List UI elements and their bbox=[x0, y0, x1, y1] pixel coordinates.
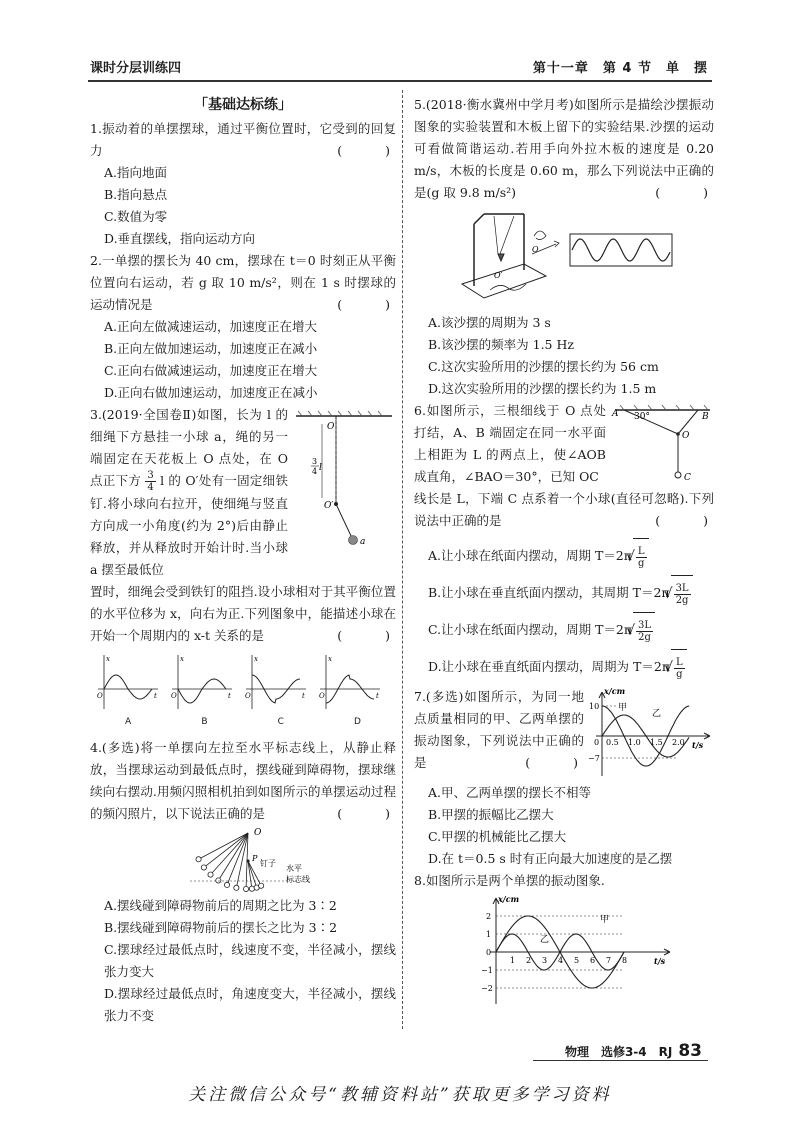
q5-option-b: B.该沙摆的频率为 1.5 Hz bbox=[428, 337, 574, 352]
svg-text:2.0: 2.0 bbox=[672, 738, 685, 747]
q4-ball bbox=[216, 878, 221, 883]
q1-answer-bracket: ( ) bbox=[337, 143, 396, 158]
svg-text:0.5: 0.5 bbox=[606, 738, 619, 747]
svg-text:t/s: t/s bbox=[692, 740, 704, 750]
q4-text: 4.(多选)将一单摆向左拉至水平标志线上，从静止释放，当摆球运动到最低点时，摆线碰到障碍物，摆球继续向右摆动.用频闪照相机拍到如图所示的单摆运动过程的频闪照片，以下说法正确的是 bbox=[90, 740, 396, 821]
svg-text:甲: 甲 bbox=[600, 915, 610, 925]
svg-text:乙: 乙 bbox=[540, 935, 550, 945]
q3-graph-t-label: t bbox=[302, 692, 305, 700]
q3-graph-x-label: x bbox=[328, 655, 332, 663]
q4-string-line bbox=[199, 833, 248, 859]
q7-option-c: C.甲摆的机械能比乙摆大 bbox=[428, 829, 567, 844]
q1-text: 1.振动着的单摆摆球，通过平衡位置时，它受到的回复力 bbox=[90, 121, 396, 158]
svg-text:6: 6 bbox=[590, 956, 596, 965]
q4-string-line bbox=[211, 833, 248, 875]
q3-graph-t-label: t bbox=[376, 692, 379, 700]
q5-answer-bracket: ( ) bbox=[655, 185, 714, 200]
q6-option-a: A.让小球在纸面内摆动，周期 T＝2π √ $\frac{L}{g}$ bbox=[414, 538, 714, 575]
q3-graph-t-label: t bbox=[154, 692, 157, 700]
q4-ball bbox=[249, 886, 254, 891]
q4-option-a: A.摆线碰到障碍物前后的周期之比为 3∶2 bbox=[104, 898, 337, 913]
svg-text:O: O bbox=[682, 431, 690, 441]
q3-graph-label-a: A bbox=[125, 717, 132, 727]
header-left: 课时分层训练四 bbox=[90, 61, 182, 76]
svg-text:2: 2 bbox=[526, 956, 532, 965]
q3-graph-origin: O bbox=[97, 692, 103, 700]
q6-three-string-figure bbox=[610, 400, 714, 486]
svg-text:水平: 水平 bbox=[286, 864, 302, 873]
svg-text:3: 3 bbox=[542, 956, 548, 965]
q3-graph-b bbox=[171, 655, 232, 709]
q4-ball bbox=[201, 865, 206, 870]
svg-text:A: A bbox=[612, 409, 619, 419]
q5-option-d: D.这次实验所用的沙摆的摆长约为 1.5 m bbox=[428, 381, 657, 396]
q3-graph-x-label: x bbox=[254, 655, 258, 663]
svg-text:标志线: 标志线 bbox=[286, 875, 310, 884]
q3-pendulum-figure bbox=[292, 404, 396, 554]
q6-answer-bracket: ( ) bbox=[655, 513, 714, 528]
question-8 bbox=[414, 870, 714, 1010]
q3-graph-label-c: C bbox=[277, 717, 284, 727]
q5-option-c: C.这次实验所用的沙摆的摆长约为 56 cm bbox=[428, 359, 659, 374]
q3-graph-origin: O bbox=[319, 692, 325, 700]
q2-option-c: C.正向右做减速运动，加速度正在增大 bbox=[104, 363, 318, 378]
q5-option-a: A.该沙摆的周期为 3 s bbox=[428, 315, 551, 330]
q4-ball bbox=[224, 882, 229, 887]
svg-text:1: 1 bbox=[510, 956, 516, 965]
q7-option-d: D.在 t＝0.5 s 时有正向最大加速度的是乙摆 bbox=[428, 851, 673, 866]
question-4 bbox=[90, 737, 396, 1027]
footer-rule bbox=[533, 1060, 708, 1061]
footer-book-info: 物理 选修3-4 RJ 83 bbox=[564, 1041, 702, 1061]
q3-graph-c bbox=[245, 655, 306, 709]
q4-answer-bracket: ( ) bbox=[337, 806, 396, 821]
svg-text:7: 7 bbox=[606, 956, 612, 965]
q4-ball bbox=[196, 857, 201, 862]
q3-text-b: l 的 O′处有一固定细铁钉.将小球向右拉开，使细绳与竖直方向成一小角度(约为 2°)后由静止释放，并从释放时开始计时.当小球 a 摆至最低位 bbox=[90, 473, 288, 577]
svg-text:−2: −2 bbox=[481, 984, 493, 993]
header-right: 第十一章 第 4 节 单 摆 bbox=[532, 61, 708, 76]
question-3 bbox=[90, 404, 396, 733]
q5-sand-pendulum-figure bbox=[414, 204, 714, 312]
q6-option-c: C.让小球在纸面内摆动，周期 T＝2π √ $\frac{3L}{2g}$ bbox=[414, 612, 714, 649]
svg-text:t/s: t/s bbox=[654, 956, 666, 966]
q6-text-b: 线长是 L，下端 C 点系着一个小球(直径可忽略).下列说法中正确的是 bbox=[414, 491, 714, 528]
svg-text:a: a bbox=[360, 537, 366, 547]
q3-graph-origin: O bbox=[245, 692, 251, 700]
q4-ball bbox=[243, 886, 248, 891]
q1-option-b: B.指向悬点 bbox=[104, 187, 168, 202]
svg-text:C: C bbox=[684, 473, 691, 483]
q3-text-c: 置时，细绳会受到铁钉的阻挡.设小球相对于其平衡位置的水平位移为 x，向右为正.下列图象中，能描述小球在开始一个周期内的 x-t 关系的是 bbox=[90, 584, 396, 643]
q3-graph-origin: O bbox=[171, 692, 177, 700]
q4-ball bbox=[259, 883, 264, 888]
svg-text:3: 3 bbox=[312, 457, 318, 466]
question-2 bbox=[90, 250, 396, 404]
left-column bbox=[90, 94, 396, 1027]
q1-option-c: C.数值为零 bbox=[104, 209, 168, 224]
q1-option-a: A.指向地面 bbox=[104, 165, 168, 180]
svg-text:O′: O′ bbox=[324, 501, 334, 511]
q6-text-a: 6.如图所示，三根细线于 O 点处打结，A、B 端固定在同一水平面上相距为 L 的两点上，使∠AOB 成直角，∠BAO＝30°，已知 OC bbox=[414, 403, 606, 484]
q2-text: 2.一单摆的摆长为 40 cm，摆球在 t＝0 时刻正从平衡位置向右运动，若 g 取 10 m/s²，则在 1 s 时摆球的运动情况是 bbox=[90, 253, 396, 312]
svg-text:O: O bbox=[532, 245, 539, 254]
svg-text:30°: 30° bbox=[634, 412, 650, 422]
q6-option-b: B.让小球在垂直纸面内摆动，其周期 T＝2π √ $\frac{3L}{2g}$ bbox=[414, 575, 714, 612]
svg-text:O′: O′ bbox=[494, 271, 503, 280]
svg-text:甲: 甲 bbox=[618, 703, 628, 713]
bottom-note: 关注微信公众号“教辅资料站”获取更多学习资料 bbox=[188, 1085, 612, 1105]
header-rule bbox=[88, 80, 712, 82]
question-7 bbox=[414, 686, 714, 870]
q7-answer-bracket: ( ) bbox=[525, 755, 584, 770]
q3-graph-x-label: x bbox=[106, 655, 110, 663]
q3-text-a: 3.(2019·全国卷Ⅱ)如图，长为 l 的细绳下方悬挂一小球 a，绳的另一端固定在天花板上 O 点处，在 O 点正下方 bbox=[90, 407, 288, 488]
q3-answer-bracket: ( ) bbox=[337, 628, 396, 643]
svg-text:0: 0 bbox=[594, 738, 600, 747]
q3-graph-d bbox=[319, 655, 380, 709]
q3-graph-x-label: x bbox=[180, 655, 184, 663]
q8-vibration-graph bbox=[474, 892, 674, 1010]
q7-vibration-graph bbox=[588, 686, 714, 782]
svg-text:0: 0 bbox=[486, 948, 492, 957]
q3-fraction: $\frac{3}{4}$ bbox=[147, 470, 154, 493]
q4-option-b: B.摆线碰到障碍物前后的摆长之比为 3∶2 bbox=[104, 920, 338, 935]
q5-apparatus bbox=[462, 214, 559, 298]
q7-option-b: B.甲摆的振幅比乙摆大 bbox=[428, 807, 554, 822]
q6-option-d: D.让小球在垂直纸面内摆动，周期为 T＝2π √ $\frac{L}{g}$ bbox=[414, 649, 714, 686]
svg-text:−1: −1 bbox=[481, 966, 493, 975]
question-5 bbox=[414, 94, 714, 400]
svg-text:B: B bbox=[702, 412, 709, 422]
svg-text:5: 5 bbox=[574, 956, 580, 965]
svg-text:2: 2 bbox=[486, 912, 492, 921]
q8-text: 8.如图所示是两个单摆的振动图象. bbox=[414, 873, 605, 888]
right-column bbox=[414, 94, 714, 1010]
svg-text:1.0: 1.0 bbox=[628, 738, 641, 747]
q2-answer-bracket: ( ) bbox=[337, 297, 396, 312]
svg-text:P: P bbox=[252, 854, 258, 863]
svg-text:x/cm: x/cm bbox=[498, 894, 520, 904]
svg-text:O: O bbox=[327, 422, 335, 432]
svg-text:−7: −7 bbox=[588, 754, 600, 763]
q3-graph-a bbox=[97, 655, 158, 709]
q3-graph-curve bbox=[178, 679, 226, 703]
q4-strobe-figure bbox=[90, 825, 396, 895]
svg-text:O: O bbox=[254, 828, 262, 838]
q2-option-b: B.正向左做加速运动，加速度正在减小 bbox=[104, 341, 318, 356]
svg-text:1.5: 1.5 bbox=[650, 738, 663, 747]
q5-text: 5.(2018·衡水冀州中学月考)如图所示是描绘沙摆振动图象的实验装置和木板上留下的实验结果.沙摆的运动可看做简谐运动.若用手向外拉木板的速度是 0.20 m/s，木板的长度是 0.60 m，那么下列说法中正确的是(g 取 9.8 m/s²) bbox=[414, 97, 714, 200]
svg-text:钉子: 钉子 bbox=[260, 859, 276, 868]
column-divider bbox=[402, 90, 403, 1029]
page-number: 83 bbox=[678, 1041, 702, 1061]
q2-option-a: A.正向左做减速运动，加速度正在增大 bbox=[104, 319, 318, 334]
svg-text:4: 4 bbox=[558, 956, 564, 965]
q3-graph-label-b: B bbox=[201, 717, 208, 727]
question-1 bbox=[90, 118, 396, 250]
section-title: 「基础达标练」 bbox=[194, 97, 292, 113]
q7-text: 7.(多选)如图所示，为同一地点质量相同的甲、乙两单摆的振动图象，下列说法中正确的是 bbox=[414, 689, 584, 770]
q4-string-line bbox=[218, 833, 248, 880]
svg-text:1: 1 bbox=[486, 930, 492, 939]
q3-graph-label-d: D bbox=[353, 717, 361, 727]
q4-nail bbox=[246, 859, 249, 862]
q4-option-c: C.摆球经过最低点时，线速度不变，半径减小，摆线张力变大 bbox=[104, 942, 396, 979]
svg-text:4: 4 bbox=[312, 467, 318, 476]
q3-graph-curve bbox=[104, 675, 152, 699]
q7-option-a: A.甲、乙两单摆的摆长不相等 bbox=[428, 785, 592, 800]
svg-text:8: 8 bbox=[622, 956, 628, 965]
question-6 bbox=[414, 400, 714, 686]
q4-option-d: D.摆球经过最低点时，角速度变大，半径减小，摆线张力不变 bbox=[104, 986, 396, 1023]
svg-text:x/cm: x/cm bbox=[604, 686, 626, 696]
svg-text:乙: 乙 bbox=[652, 709, 662, 719]
q4-ball bbox=[208, 872, 213, 877]
q3-graph-t-label: t bbox=[228, 692, 231, 700]
q1-option-d: D.垂直摆线，指向运动方向 bbox=[104, 231, 256, 246]
svg-text:l: l bbox=[319, 463, 322, 473]
q2-option-d: D.正向右做加速运动，加速度正在减小 bbox=[104, 385, 318, 400]
q4-ball bbox=[234, 885, 239, 890]
svg-text:10: 10 bbox=[589, 702, 600, 711]
q3-option-graphs bbox=[90, 653, 390, 715]
